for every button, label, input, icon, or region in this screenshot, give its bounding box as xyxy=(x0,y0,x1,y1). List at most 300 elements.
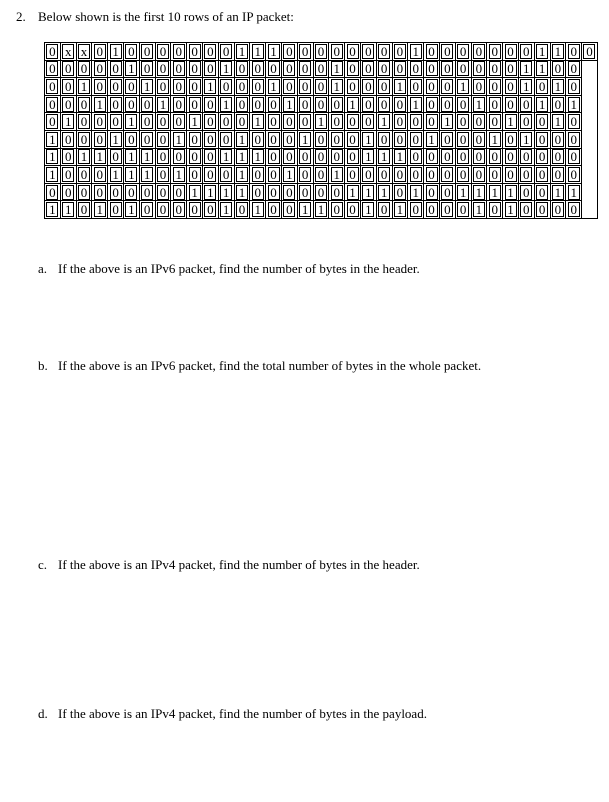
bit-cell xyxy=(439,60,455,78)
bit-value: 0 xyxy=(204,132,216,147)
packet-row xyxy=(45,183,598,201)
bit-value: 0 xyxy=(94,44,106,59)
bit-cell xyxy=(345,113,361,131)
bit-cell xyxy=(171,78,187,96)
bit-value: 0 xyxy=(78,114,90,129)
bit-cell xyxy=(566,166,582,184)
bit-value: 1 xyxy=(299,132,311,147)
bit-value: 0 xyxy=(410,202,422,217)
bit-cell xyxy=(60,95,76,113)
bit-cell xyxy=(60,183,76,201)
bit-value: 1 xyxy=(489,185,501,200)
sub-question-label: a. xyxy=(38,261,48,276)
bit-value: 0 xyxy=(362,97,374,112)
bit-cell xyxy=(360,113,376,131)
bit-cell xyxy=(139,113,155,131)
bit-value: 1 xyxy=(299,202,311,217)
packet-row xyxy=(45,78,598,96)
bit-value: 0 xyxy=(426,79,438,94)
bit-cell xyxy=(329,78,345,96)
bit-cell xyxy=(60,43,76,61)
bit-cell xyxy=(60,201,76,219)
bit-cell xyxy=(503,95,519,113)
bit-cell xyxy=(313,183,329,201)
bit-value: 1 xyxy=(236,132,248,147)
bit-cell xyxy=(487,43,503,61)
bit-value: 0 xyxy=(268,61,280,76)
bit-cell xyxy=(108,183,124,201)
bit-cell xyxy=(234,201,250,219)
bit-cell xyxy=(503,113,519,131)
bit-cell xyxy=(329,95,345,113)
bit-cell xyxy=(566,43,582,61)
bit-value: 1 xyxy=(457,79,469,94)
bit-value: 0 xyxy=(62,185,74,200)
bit-cell xyxy=(329,113,345,131)
bit-value: 0 xyxy=(299,79,311,94)
bit-cell xyxy=(250,201,266,219)
bit-cell xyxy=(392,130,408,148)
packet-row xyxy=(45,201,598,219)
bit-value: 0 xyxy=(378,97,390,112)
bit-value: 0 xyxy=(315,149,327,164)
bit-cell xyxy=(376,148,392,166)
bit-value: 1 xyxy=(46,132,58,147)
bit-cell xyxy=(139,43,155,61)
bit-value: 0 xyxy=(299,149,311,164)
bit-cell xyxy=(518,148,534,166)
bit-value: 0 xyxy=(157,114,169,129)
bit-cell xyxy=(250,130,266,148)
bit-value: 0 xyxy=(552,61,564,76)
bit-cell xyxy=(281,43,297,61)
bit-cell xyxy=(108,166,124,184)
bit-value: 0 xyxy=(568,132,580,147)
bit-cell xyxy=(345,78,361,96)
bit-value: 0 xyxy=(204,61,216,76)
bit-cell xyxy=(376,201,392,219)
bit-value: 1 xyxy=(394,202,406,217)
bit-value: 0 xyxy=(141,61,153,76)
bit-cell xyxy=(487,95,503,113)
bit-value: 0 xyxy=(568,44,580,59)
bit-value: 0 xyxy=(489,149,501,164)
bit-cell xyxy=(218,95,234,113)
bit-cell xyxy=(108,95,124,113)
bit-cell xyxy=(550,95,566,113)
bit-cell xyxy=(123,130,139,148)
bit-cell xyxy=(455,201,471,219)
bit-cell xyxy=(313,148,329,166)
bit-value: 0 xyxy=(347,149,359,164)
bit-value: 0 xyxy=(252,185,264,200)
bit-value: 1 xyxy=(236,167,248,182)
bit-cell xyxy=(518,166,534,184)
bit-cell xyxy=(439,113,455,131)
bit-value: 0 xyxy=(110,114,122,129)
bit-cell xyxy=(503,130,519,148)
bit-value: 0 xyxy=(204,114,216,129)
bit-cell xyxy=(266,43,282,61)
bit-cell xyxy=(392,43,408,61)
bit-value: 0 xyxy=(141,132,153,147)
bit-cell xyxy=(408,95,424,113)
bit-cell xyxy=(455,166,471,184)
bit-cell xyxy=(329,166,345,184)
bit-value: 0 xyxy=(473,114,485,129)
bit-cell xyxy=(266,183,282,201)
bit-cell xyxy=(550,60,566,78)
bit-value: 0 xyxy=(78,167,90,182)
bit-value: 1 xyxy=(125,61,137,76)
bit-value: 0 xyxy=(426,185,438,200)
bit-value: 0 xyxy=(505,61,517,76)
bit-cell xyxy=(376,166,392,184)
bit-value: 1 xyxy=(331,167,343,182)
bit-value: 0 xyxy=(110,202,122,217)
bit-cell xyxy=(92,43,108,61)
bit-cell xyxy=(171,95,187,113)
bit-cell xyxy=(60,130,76,148)
bit-cell xyxy=(45,130,61,148)
bit-cell xyxy=(123,95,139,113)
bit-value: 1 xyxy=(252,114,264,129)
bit-value: 1 xyxy=(520,132,532,147)
bit-value: 0 xyxy=(283,202,295,217)
bit-cell xyxy=(439,201,455,219)
bit-cell xyxy=(313,130,329,148)
bit-value: 1 xyxy=(110,167,122,182)
bit-cell xyxy=(266,60,282,78)
bit-cell xyxy=(408,130,424,148)
bit-cell xyxy=(471,78,487,96)
bit-cell xyxy=(550,166,566,184)
bit-value: 0 xyxy=(520,114,532,129)
bit-cell xyxy=(171,113,187,131)
bit-cell xyxy=(218,148,234,166)
bit-cell xyxy=(408,148,424,166)
bit-cell xyxy=(234,60,250,78)
sub-question-text: If the above is an IPv6 packet, find the total number of bytes in the whole packet. xyxy=(58,358,482,373)
bit-cell xyxy=(408,60,424,78)
bit-cell xyxy=(360,60,376,78)
bit-value: 0 xyxy=(236,114,248,129)
bit-value: 0 xyxy=(378,202,390,217)
bit-cell xyxy=(424,113,440,131)
bit-cell xyxy=(455,43,471,61)
bit-value: 0 xyxy=(378,44,390,59)
bit-value: 0 xyxy=(220,44,232,59)
bit-value: 0 xyxy=(331,97,343,112)
bit-cell xyxy=(503,60,519,78)
bit-value: 1 xyxy=(536,97,548,112)
bit-value: 0 xyxy=(426,114,438,129)
bit-cell xyxy=(171,201,187,219)
bit-cell xyxy=(45,78,61,96)
bit-value: 0 xyxy=(157,44,169,59)
bit-value: 0 xyxy=(378,167,390,182)
bit-cell xyxy=(155,113,171,131)
bit-value: 0 xyxy=(189,132,201,147)
bit-cell xyxy=(392,166,408,184)
bit-cell xyxy=(76,78,92,96)
bit-value: 0 xyxy=(536,114,548,129)
bit-value: 0 xyxy=(157,185,169,200)
bit-cell xyxy=(187,113,203,131)
bit-value: 0 xyxy=(110,185,122,200)
bit-cell xyxy=(392,113,408,131)
bit-value: 1 xyxy=(473,202,485,217)
bit-value: 0 xyxy=(473,167,485,182)
bit-value: 1 xyxy=(252,149,264,164)
bit-value: 1 xyxy=(568,185,580,200)
bit-value: 0 xyxy=(141,44,153,59)
bit-cell xyxy=(439,78,455,96)
sub-question-text: If the above is an IPv4 packet, find the number of bytes in the payload. xyxy=(58,706,427,721)
bit-cell xyxy=(250,113,266,131)
bit-value: 0 xyxy=(46,185,58,200)
sub-question-b xyxy=(38,358,481,374)
bit-cell xyxy=(187,78,203,96)
bit-cell xyxy=(408,183,424,201)
bit-value: 0 xyxy=(315,97,327,112)
bit-cell xyxy=(566,95,582,113)
bit-value: 1 xyxy=(110,132,122,147)
bit-cell xyxy=(487,113,503,131)
bit-cell xyxy=(123,201,139,219)
bit-value: 0 xyxy=(94,132,106,147)
bit-value: 1 xyxy=(489,132,501,147)
bit-value: 0 xyxy=(473,79,485,94)
bit-value: 0 xyxy=(394,44,406,59)
bit-value: 0 xyxy=(315,44,327,59)
bit-cell xyxy=(123,78,139,96)
bit-value: 0 xyxy=(299,167,311,182)
bit-value: 0 xyxy=(157,149,169,164)
bit-value: 0 xyxy=(94,79,106,94)
bit-cell xyxy=(550,43,566,61)
bit-cell xyxy=(76,148,92,166)
bit-cell xyxy=(281,148,297,166)
bit-value: 0 xyxy=(173,185,185,200)
bit-value: 1 xyxy=(536,44,548,59)
bit-cell xyxy=(408,201,424,219)
bit-value: 0 xyxy=(173,61,185,76)
bit-cell xyxy=(329,130,345,148)
bit-cell xyxy=(297,183,313,201)
bit-value: 0 xyxy=(62,79,74,94)
bit-value: 1 xyxy=(394,149,406,164)
bit-value: 1 xyxy=(189,185,201,200)
bit-value: 0 xyxy=(331,114,343,129)
bit-value: 0 xyxy=(568,202,580,217)
bit-value: 0 xyxy=(536,79,548,94)
bit-cell xyxy=(123,183,139,201)
bit-cell xyxy=(424,60,440,78)
bit-value: 1 xyxy=(157,97,169,112)
bit-value: 0 xyxy=(426,202,438,217)
bit-value: 0 xyxy=(489,44,501,59)
bit-cell xyxy=(139,183,155,201)
bit-value: 0 xyxy=(505,97,517,112)
bit-value: 1 xyxy=(236,44,248,59)
bit-cell xyxy=(218,130,234,148)
bit-cell xyxy=(487,60,503,78)
bit-cell xyxy=(487,201,503,219)
bit-cell xyxy=(487,183,503,201)
bit-value: 1 xyxy=(362,149,374,164)
bit-cell xyxy=(250,60,266,78)
bit-value: 0 xyxy=(252,61,264,76)
bit-value: 1 xyxy=(125,202,137,217)
bit-value: 0 xyxy=(283,79,295,94)
bit-cell xyxy=(503,43,519,61)
packet-bit-grid xyxy=(44,42,598,219)
bit-cell xyxy=(108,60,124,78)
bit-cell xyxy=(297,113,313,131)
bit-value: 0 xyxy=(283,132,295,147)
bit-value: 0 xyxy=(268,149,280,164)
bit-cell xyxy=(45,60,61,78)
bit-value: 0 xyxy=(552,132,564,147)
bit-value: 0 xyxy=(78,97,90,112)
bit-cell xyxy=(518,95,534,113)
bit-cell xyxy=(45,95,61,113)
bit-value: 0 xyxy=(410,61,422,76)
bit-cell xyxy=(45,43,61,61)
bit-cell xyxy=(281,201,297,219)
bit-cell xyxy=(518,113,534,131)
bit-cell xyxy=(518,60,534,78)
bit-cell xyxy=(76,43,92,61)
bit-value: 0 xyxy=(378,132,390,147)
bit-value: 0 xyxy=(283,44,295,59)
bit-value: 0 xyxy=(536,149,548,164)
bit-cell xyxy=(376,130,392,148)
bit-cell xyxy=(234,78,250,96)
bit-value: 0 xyxy=(315,132,327,147)
bit-cell xyxy=(250,166,266,184)
bit-value: 0 xyxy=(568,167,580,182)
bit-value: 0 xyxy=(505,132,517,147)
bit-cell xyxy=(202,183,218,201)
bit-value: 0 xyxy=(220,79,232,94)
bit-value: 0 xyxy=(62,132,74,147)
bit-cell xyxy=(139,95,155,113)
bit-cell xyxy=(329,183,345,201)
bit-cell xyxy=(123,113,139,131)
bit-cell xyxy=(218,78,234,96)
bit-value: 0 xyxy=(552,202,564,217)
bit-value: 0 xyxy=(394,167,406,182)
bit-cell xyxy=(455,113,471,131)
bit-value: 1 xyxy=(220,97,232,112)
bit-value: 0 xyxy=(299,114,311,129)
bit-value: 0 xyxy=(410,79,422,94)
question-header xyxy=(16,9,294,25)
bit-cell xyxy=(503,148,519,166)
bit-value: 0 xyxy=(347,132,359,147)
bit-cell xyxy=(534,201,550,219)
bit-value: 1 xyxy=(94,202,106,217)
bit-value: 0 xyxy=(299,44,311,59)
bit-cell xyxy=(187,201,203,219)
bit-value: 0 xyxy=(489,79,501,94)
bit-cell xyxy=(424,183,440,201)
bit-cell xyxy=(297,166,313,184)
bit-value: x xyxy=(78,44,90,59)
bit-value: 0 xyxy=(189,61,201,76)
bit-value: 1 xyxy=(552,114,564,129)
bit-value: 0 xyxy=(173,79,185,94)
bit-value: 0 xyxy=(157,79,169,94)
bit-value: 0 xyxy=(141,114,153,129)
bit-cell xyxy=(313,166,329,184)
bit-cell xyxy=(376,95,392,113)
bit-cell xyxy=(218,183,234,201)
bit-value: 0 xyxy=(204,167,216,182)
bit-cell xyxy=(297,95,313,113)
bit-value: 0 xyxy=(441,44,453,59)
bit-cell xyxy=(171,60,187,78)
bit-value: 0 xyxy=(441,132,453,147)
bit-cell xyxy=(266,113,282,131)
bit-cell xyxy=(439,43,455,61)
packet-row xyxy=(45,113,598,131)
bit-cell xyxy=(108,43,124,61)
bit-value: 0 xyxy=(410,167,422,182)
bit-value: 1 xyxy=(520,61,532,76)
packet-row xyxy=(45,95,598,113)
bit-cell xyxy=(202,130,218,148)
bit-cell xyxy=(76,60,92,78)
bit-value: 0 xyxy=(157,61,169,76)
bit-cell xyxy=(171,130,187,148)
bit-value: 1 xyxy=(78,79,90,94)
bit-cell xyxy=(313,201,329,219)
bit-cell xyxy=(45,166,61,184)
bit-cell xyxy=(250,183,266,201)
bit-value: 0 xyxy=(268,167,280,182)
bit-cell xyxy=(123,148,139,166)
bit-cell xyxy=(503,166,519,184)
bit-cell xyxy=(171,183,187,201)
bit-value: 0 xyxy=(46,114,58,129)
bit-cell xyxy=(345,130,361,148)
bit-value: 0 xyxy=(299,97,311,112)
bit-value: 0 xyxy=(568,79,580,94)
bit-value: x xyxy=(62,44,74,59)
bit-value: 0 xyxy=(457,61,469,76)
bit-value: 1 xyxy=(141,79,153,94)
bit-value: 1 xyxy=(46,167,58,182)
bit-cell xyxy=(360,95,376,113)
bit-cell xyxy=(281,113,297,131)
bit-value: 1 xyxy=(110,44,122,59)
bit-cell xyxy=(202,201,218,219)
bit-value: 0 xyxy=(236,61,248,76)
bit-cell xyxy=(503,183,519,201)
bit-value: 0 xyxy=(394,61,406,76)
bit-value: 1 xyxy=(268,79,280,94)
bit-cell xyxy=(45,148,61,166)
bit-value: 0 xyxy=(189,79,201,94)
bit-cell xyxy=(266,130,282,148)
bit-cell xyxy=(566,113,582,131)
bit-cell xyxy=(424,201,440,219)
bit-cell xyxy=(108,148,124,166)
bit-cell xyxy=(550,148,566,166)
